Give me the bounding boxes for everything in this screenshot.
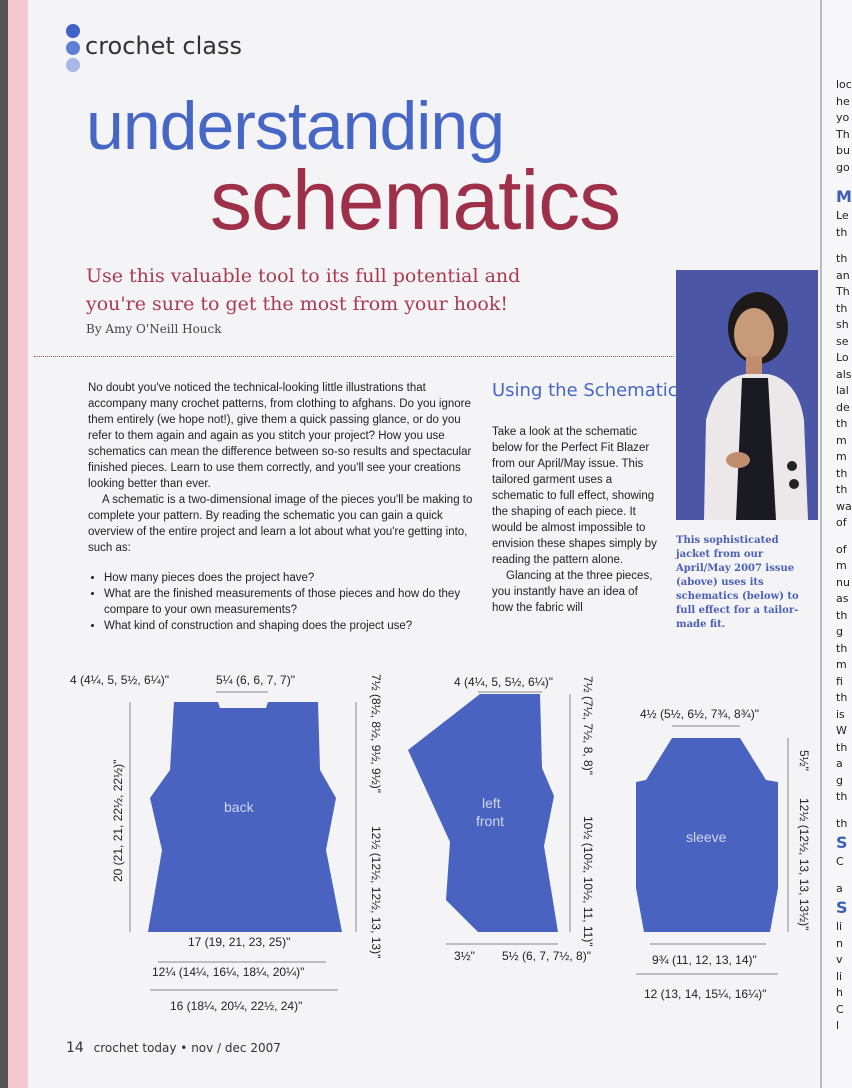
next-page-fragment: an	[836, 268, 850, 282]
kicker-dots	[66, 24, 80, 75]
schematic-diagram	[0, 630, 820, 1030]
back-shoulder: 4 (4¼, 5, 5½, 6¼)"	[70, 673, 169, 687]
front-shoulder: 4 (4¼, 5, 5½, 6¼)"	[454, 675, 553, 689]
next-page-fragment: go	[836, 160, 850, 174]
back-label: back	[224, 799, 254, 815]
back-side: 12½ (12½, 12½, 13, 13)"	[369, 826, 383, 959]
next-page-fragment: th	[836, 740, 848, 754]
next-page-fragment: is	[836, 707, 845, 721]
next-page-fragment: W	[836, 724, 847, 737]
next-page-fragment: a	[836, 881, 843, 895]
next-page-fragment: th	[836, 483, 848, 496]
front-label-1: left	[482, 795, 501, 811]
back-armhole: 7½ (8½, 8½, 9½, 9½)"	[369, 674, 383, 793]
next-page-edge	[820, 0, 852, 1088]
section-kicker: crochet class	[85, 32, 243, 60]
next-page-fragment: li	[836, 969, 843, 983]
next-page-fragment: th	[836, 417, 848, 430]
page-footer	[66, 1040, 281, 1056]
list-item: • What are the finished measurements of those pieces and how do they compare to your own measurements?	[104, 586, 480, 618]
next-page-fragment: S	[836, 833, 848, 852]
divider	[34, 356, 674, 357]
back-neck: 5¼ (6, 6, 7, 7)"	[216, 673, 295, 687]
back-length: 20 (21, 21, 22½, 22½)"	[111, 759, 125, 882]
paragraph: Glancing at the three pieces, you instantly have an idea of how the fabric will	[492, 570, 653, 614]
byline: By Amy O'Neill Houck	[86, 322, 222, 336]
next-page-fragment: als	[836, 367, 852, 381]
next-page-fragment: th	[836, 691, 848, 704]
next-page-fragment: nu	[836, 575, 850, 589]
next-page-fragment: th	[836, 301, 848, 315]
next-page-fragment: of	[836, 542, 847, 556]
back-bust: 17 (19, 21, 23, 25)"	[188, 935, 291, 949]
title-line-1: understanding	[86, 88, 505, 164]
next-page-fragment: Lo	[836, 351, 849, 364]
next-page-fragment: l	[836, 1019, 840, 1032]
next-page-fragment: Th	[836, 127, 850, 141]
paragraph: A schematic is a two-dimensional image of the pieces you'll be making to complete your pattern. By reading the schematic you can gain a quick overview of the entire project and learn a lot about what you're getting into, such as:	[88, 494, 473, 554]
next-page-fragment: m	[836, 450, 847, 463]
sidebar-text	[492, 424, 662, 616]
back-waist: 12¼ (14¼, 16¼, 18¼, 20¼)"	[152, 965, 305, 979]
front-armhole: 7½ (7½, 7½, 8, 8)"	[581, 676, 595, 775]
front-label-2: front	[476, 813, 505, 829]
list-item: • How many pieces does the project have?	[104, 570, 480, 586]
next-page-fragment: m	[836, 559, 847, 572]
sleeve-top: 4½ (5½, 6½, 7¾, 8¾)"	[640, 707, 759, 721]
woman-photo-illustration	[676, 270, 818, 520]
next-page-fragment: th	[836, 608, 848, 622]
next-page-fragment: C	[836, 855, 844, 868]
next-page-fragment: n	[836, 936, 843, 950]
front-hem: 5½ (6, 7, 7½, 8)"	[502, 949, 591, 963]
front-side: 10½ (10½, 10½, 11, 11)"	[581, 816, 595, 947]
paragraph: No doubt you've noticed the technical-looking little illustrations that accompany many crochet patterns, from clothing to afghans. Do you ignore them entirely (we hope not!), give them a quick passing glance, or do you refer to them again and again as you stitch your project? How you use schematics can mean the difference between so-so results and spectacular finished pieces. Learn to use them correctly, and you'll see your creations looking better than ever.	[88, 382, 472, 490]
next-page-fragment: loc	[836, 78, 852, 91]
list-item: • What kind of construction and shaping does the project use?	[104, 618, 480, 634]
next-page-fragment: fi	[836, 674, 843, 688]
next-page-fragment: g	[836, 773, 843, 787]
sleeve-cap: 5½"	[797, 750, 811, 771]
next-page-fragment: v	[836, 953, 843, 966]
next-page-fragment: li	[836, 920, 843, 933]
next-page-fragment: wa	[836, 499, 852, 513]
sleeve-cuff: 9¾ (11, 12, 13, 14)"	[652, 953, 757, 967]
next-page-fragment: of	[836, 516, 847, 529]
next-page-fragment: th	[836, 641, 848, 655]
next-page-fragment: he	[836, 94, 850, 108]
next-page-fragment: a	[836, 757, 843, 770]
next-page-fragment: th	[836, 252, 848, 265]
bullet-list	[88, 570, 480, 634]
next-page-fragment: Th	[836, 285, 850, 298]
next-page-fragment: th	[836, 816, 848, 830]
next-page-fragment: g	[836, 625, 843, 638]
sleeve-label: sleeve	[686, 829, 727, 845]
sidebar-heading-text: Using the Schematic	[492, 380, 678, 401]
front-hem-left: 3½"	[454, 949, 475, 963]
next-page-fragment: Le	[836, 209, 849, 222]
next-page-fragment: se	[836, 334, 849, 348]
dot-icon	[66, 24, 80, 38]
back-hip: 16 (18¼, 20¼, 22½, 24)"	[170, 999, 303, 1013]
sleeve-length: 12½ (12½, 13, 13, 13½)"	[797, 798, 811, 931]
next-page-fragment: m	[836, 433, 847, 447]
next-page-fragment: C	[836, 1002, 844, 1016]
paragraph: Take a look at the schematic below for the Perfect Fit Blazer from our April/May issue. This tailored garment uses a schematic to full effect, showing the shaping of each piece. It would be almost impossible to envision these shapes simply by reading the pattern alone.	[492, 426, 657, 566]
next-page-fragment: de	[836, 400, 850, 414]
page-number: 14	[66, 1040, 84, 1056]
next-page-fragment: h	[836, 986, 843, 999]
publication: crochet today • nov / dec 2007	[93, 1041, 281, 1055]
next-page-fragment: M	[836, 187, 852, 206]
photo-caption: This sophisticated jacket from our April/May 2007 issue (above) uses its schematics (below) to full effect for a tailor-made fit.	[676, 535, 799, 630]
deck: Use this valuable tool to its full potential and you're sure to get the most from your hook!	[86, 265, 521, 315]
dot-icon	[66, 58, 80, 72]
sleeve-upper: 12 (13, 14, 15¼, 16¼)"	[644, 987, 767, 1001]
next-page-fragment: th	[836, 790, 848, 803]
next-page-fragment: lal	[836, 384, 849, 397]
next-page-fragment: m	[836, 658, 847, 671]
body-text	[88, 380, 480, 634]
next-page-fragment: bu	[836, 144, 850, 157]
dot-icon	[66, 41, 80, 55]
next-page-fragment: S	[836, 898, 848, 917]
next-page-fragment: th	[836, 466, 848, 480]
title-line-2: schematics	[210, 153, 621, 247]
next-page-fragment: yo	[836, 111, 850, 124]
photo	[676, 270, 818, 520]
next-page-fragment: as	[836, 592, 849, 605]
sidebar-heading	[492, 380, 678, 402]
next-page-fragment: th	[836, 225, 848, 239]
next-page-fragment: sh	[836, 318, 849, 331]
back-piece	[148, 702, 342, 932]
